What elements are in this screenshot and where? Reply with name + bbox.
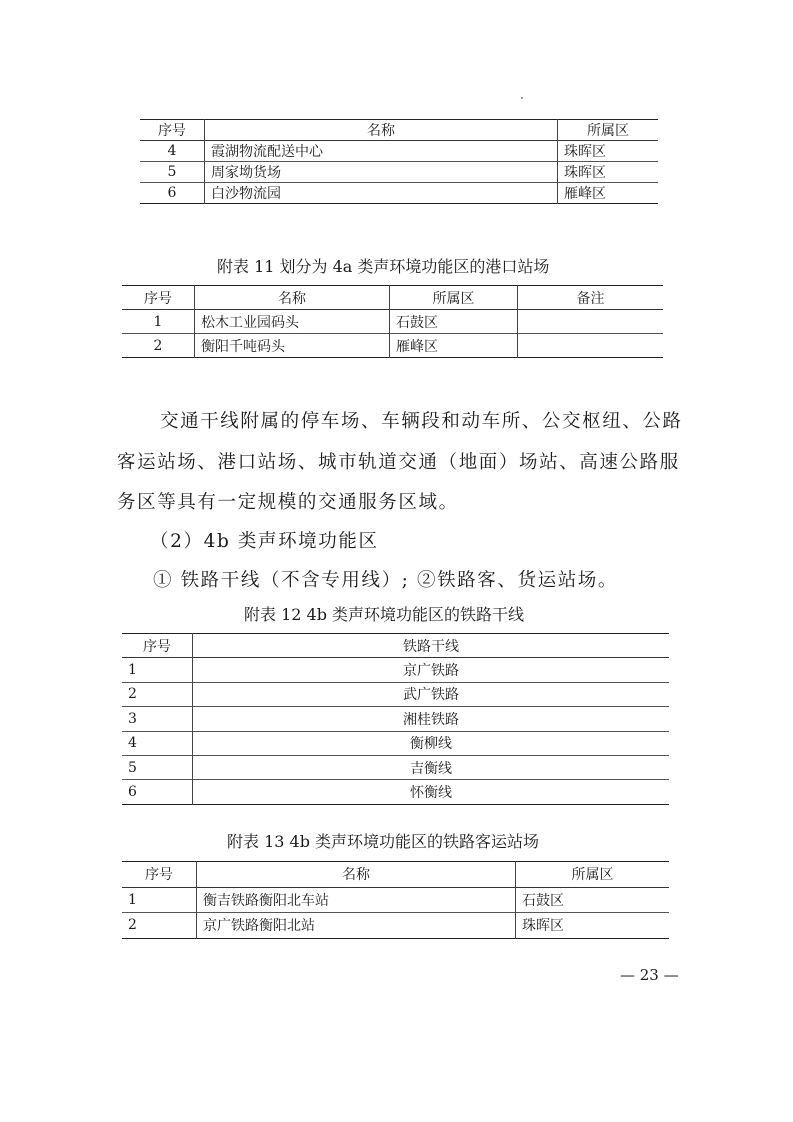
- cell-name: 京广铁路衡阳北站: [197, 913, 516, 939]
- header-cell: 所属区: [390, 286, 518, 310]
- page-number: — 23 —: [620, 966, 679, 984]
- cell-index: 5: [140, 162, 205, 183]
- cell-name: 周家坳货场: [205, 162, 558, 183]
- table-row: [122, 658, 669, 682]
- cell-railway: 湘桂铁路: [403, 711, 459, 728]
- table-row: [122, 682, 669, 706]
- table-row: [122, 334, 663, 358]
- paragraph-line: ① 铁路干线（不含专用线）; ②铁路客、货运站场。: [153, 570, 618, 591]
- table-row: [122, 887, 669, 913]
- table-row: [140, 183, 658, 204]
- cell-index: 2: [122, 913, 197, 939]
- cell-remark: [518, 334, 664, 358]
- cell-index: 4: [122, 731, 193, 755]
- section-heading: （2）4b 类声环境功能区: [150, 531, 379, 552]
- table-row: [122, 707, 669, 731]
- table11: [122, 285, 663, 358]
- paragraph-line: 客运站场、港口站场、城市轨道交通（地面）场站、高速公路服: [117, 452, 680, 473]
- cell-railway: 京广铁路: [403, 663, 459, 680]
- cell-name: 白沙物流园: [205, 183, 558, 204]
- header-cell: 所属区: [587, 123, 629, 139]
- header-cell: 名称: [195, 286, 390, 310]
- scan-speck: [521, 97, 523, 99]
- cell-index: 3: [122, 707, 193, 731]
- table-row: [122, 913, 669, 939]
- table-row: [122, 731, 669, 755]
- cell-index: 2: [122, 334, 195, 358]
- table-header-row: [140, 120, 658, 141]
- table11-caption: 附表 11 划分为 4a 类声环境功能区的港口站场: [217, 257, 550, 276]
- paragraph-line: 务区等具有一定规模的交通服务区域。: [117, 492, 459, 513]
- cell-index: 5: [122, 755, 193, 779]
- header-cell: 备注: [576, 290, 605, 307]
- header-cell: 序号: [140, 120, 205, 141]
- header-cell: 序号: [122, 286, 195, 310]
- table-row: [122, 780, 669, 804]
- table12: [122, 633, 669, 805]
- cell-district: 雁峰区: [564, 186, 606, 202]
- cell-district: 石鼓区: [390, 310, 518, 334]
- header-cell: 名称: [205, 120, 558, 141]
- table-row: [122, 755, 669, 779]
- cell-district: 珠晖区: [564, 144, 606, 160]
- header-cell: 序号: [122, 862, 197, 888]
- header-cell: 所属区: [571, 867, 614, 884]
- table-header-row: [122, 862, 669, 888]
- table-row: [122, 310, 663, 334]
- table-header-row: [122, 634, 669, 658]
- cell-index: 2: [122, 682, 193, 706]
- table-row: [140, 162, 658, 183]
- cell-index: 4: [140, 141, 205, 162]
- paragraph-line: 交通干线附属的停车场、车辆段和动车所、公交枢纽、公路: [160, 411, 683, 432]
- cell-index: 1: [122, 658, 193, 682]
- cell-district: 雁峰区: [390, 334, 518, 358]
- cell-index: 1: [122, 310, 195, 334]
- cell-name: 衡阳千吨码头: [195, 334, 390, 358]
- cell-railway: 衡柳线: [410, 736, 452, 753]
- header-cell: 名称: [197, 862, 516, 888]
- cell-name: 衡吉铁路衡阳北车站: [197, 887, 516, 913]
- table13-caption: 附表 13 4b 类声环境功能区的铁路客运站场: [227, 832, 540, 851]
- cell-remark: [518, 310, 664, 334]
- table-header-row: [122, 286, 663, 310]
- table-row: [140, 141, 658, 162]
- cell-district: 珠晖区: [564, 165, 606, 181]
- cell-railway: 吉衡线: [410, 760, 452, 777]
- table-continued: [140, 119, 658, 204]
- cell-index: 6: [140, 183, 205, 204]
- cell-railway: 武广铁路: [403, 687, 459, 704]
- cell-name: 松木工业园码头: [195, 310, 390, 334]
- cell-index: 1: [122, 887, 197, 913]
- cell-district: 石鼓区: [522, 892, 564, 909]
- header-cell: 序号: [122, 634, 193, 658]
- cell-index: 6: [122, 780, 193, 804]
- header-cell: 铁路干线: [403, 638, 459, 655]
- cell-district: 珠晖区: [522, 918, 564, 935]
- cell-railway: 怀衡线: [410, 785, 452, 802]
- table13: [122, 861, 669, 939]
- cell-name: 霞湖物流配送中心: [205, 141, 558, 162]
- table12-caption: 附表 12 4b 类声环境功能区的铁路干线: [244, 605, 525, 624]
